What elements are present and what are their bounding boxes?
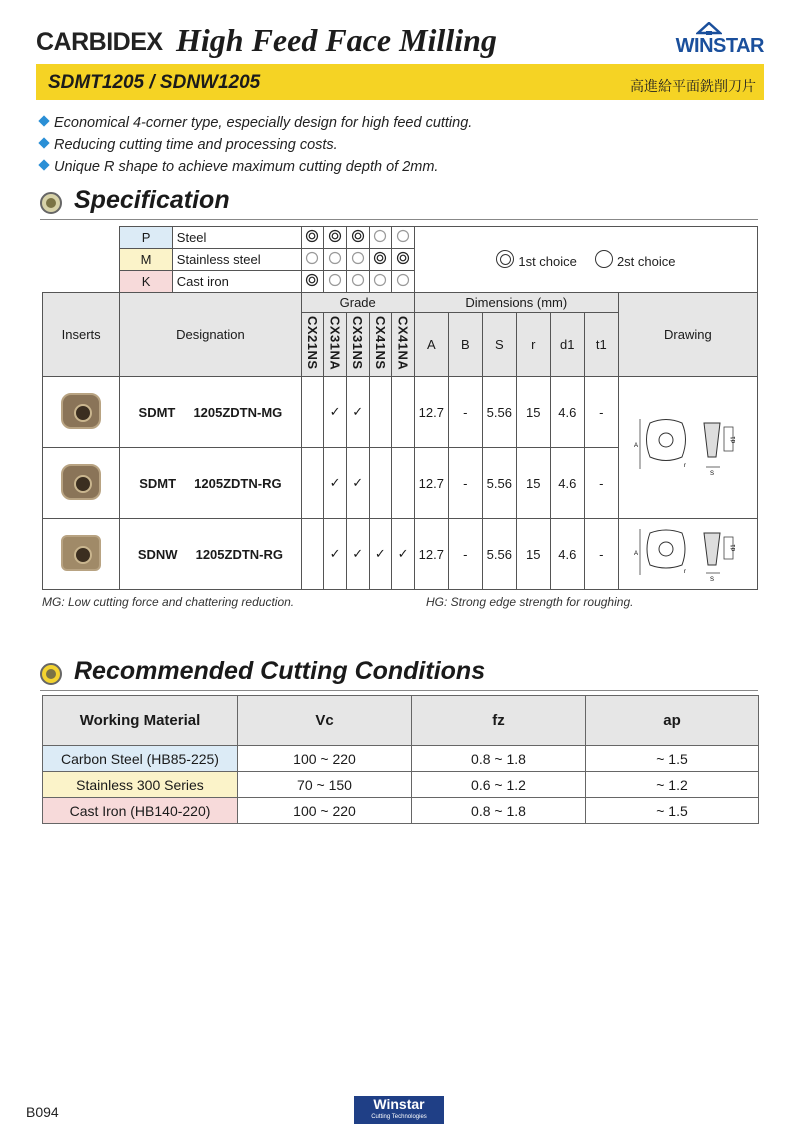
cell-material: Carbon Steel (HB85-225) <box>43 746 238 772</box>
cell-vc: 100 ~ 220 <box>238 746 412 772</box>
grade-check <box>301 448 324 519</box>
diamond-bullet-icon <box>38 159 49 170</box>
grade-check <box>392 377 415 448</box>
dim-value: 15 <box>516 448 550 519</box>
page-title: High Feed Face Milling <box>176 22 497 58</box>
dim-header: B <box>448 313 482 377</box>
dim-value: 12.7 <box>414 377 448 448</box>
dim-value: 12.7 <box>414 519 448 590</box>
grade-mark <box>346 249 369 271</box>
grade-mark <box>369 271 392 293</box>
insert-photo-icon <box>61 464 101 500</box>
dim-value: - <box>448 519 482 590</box>
dim-value: 15 <box>516 519 550 590</box>
cutting-section-heading <box>40 657 758 691</box>
circle-icon <box>396 273 410 287</box>
diamond-bullet-icon <box>38 137 49 148</box>
grade-mark <box>324 249 347 271</box>
designation: SDNW 1205ZDTN-RG <box>120 519 301 590</box>
drawing-label-s: S <box>709 576 714 583</box>
dim-header: S <box>482 313 516 377</box>
grade-mark <box>346 227 369 249</box>
diamond-bullet-icon <box>38 115 49 126</box>
dim-value: - <box>584 377 618 448</box>
cell-fz: 0.8 ~ 1.8 <box>412 746 586 772</box>
carbidex-logo: CARBIDEX <box>36 28 163 56</box>
grade-check <box>301 377 324 448</box>
circle-icon <box>396 229 410 243</box>
grade-check <box>369 448 392 519</box>
cell-ap: ~ 1.2 <box>586 772 759 798</box>
circle-icon <box>305 251 319 265</box>
dim-value: - <box>584 519 618 590</box>
feature-item: Economical 4-corner type, especially design for high feed cutting. <box>40 112 472 134</box>
dim-value: 5.56 <box>482 377 516 448</box>
chinese-title: 高進給平面銑削刀片 <box>630 78 756 94</box>
drawing-cell <box>618 519 757 590</box>
material-code: K <box>120 271 173 293</box>
cutting-table <box>42 695 759 824</box>
grade-check <box>369 377 392 448</box>
grade-check: ✓ <box>324 519 347 590</box>
grade-check: ✓ <box>346 519 369 590</box>
col-fz: fz <box>412 696 586 746</box>
dim-value: 4.6 <box>550 519 584 590</box>
drawing-label-d1: d1 <box>730 436 737 443</box>
double-circle-icon <box>496 250 514 268</box>
cell-material: Stainless 300 Series <box>43 772 238 798</box>
grade-mark <box>346 271 369 293</box>
insert-drawing-icon <box>628 411 748 481</box>
col-ap: ap <box>586 696 759 746</box>
choice-legend: 1st choice 2st choice <box>414 227 757 293</box>
circle-icon <box>351 273 365 287</box>
grade-check: ✓ <box>392 519 415 590</box>
material-code: P <box>120 227 173 249</box>
material-name: Steel <box>172 227 301 249</box>
feature-item: Unique R shape to achieve maximum cutting depth of 2mm. <box>40 156 472 178</box>
cell-vc: 70 ~ 150 <box>238 772 412 798</box>
cell-fz: 0.8 ~ 1.8 <box>412 798 586 824</box>
drawing-label-s: S <box>709 471 714 477</box>
double-circle-icon <box>351 229 365 243</box>
note-hg: HG: Strong edge strength for roughing. <box>426 595 634 609</box>
col-grade: Grade <box>301 293 414 313</box>
grade-name: CX31NS <box>350 316 366 370</box>
cell-ap: ~ 1.5 <box>586 746 759 772</box>
cell-material: Cast Iron (HB140-220) <box>43 798 238 824</box>
drawing-label-r: r <box>683 568 686 575</box>
dim-header: r <box>516 313 550 377</box>
grade-mark <box>392 271 415 293</box>
grade-check <box>392 448 415 519</box>
page-header <box>36 22 764 62</box>
grade-check <box>301 519 324 590</box>
col-inserts: Inserts <box>43 293 120 377</box>
dim-value: 15 <box>516 377 550 448</box>
drawing-label-a: A <box>633 550 638 557</box>
dim-header: t1 <box>584 313 618 377</box>
cutting-heading: Recommended Cutting Conditions <box>74 657 486 685</box>
col-designation: Designation <box>120 293 301 377</box>
cell-vc: 100 ~ 220 <box>238 798 412 824</box>
grade-mark <box>301 227 324 249</box>
winstar-wordmark: WINSTAR <box>675 35 764 57</box>
grade-mark <box>392 249 415 271</box>
grade-mark <box>301 271 324 293</box>
dim-value: 12.7 <box>414 448 448 519</box>
double-circle-icon <box>328 229 342 243</box>
drawing-cell <box>618 377 757 519</box>
grade-name: CX21NS <box>304 316 320 370</box>
circle-icon <box>373 273 387 287</box>
grade-mark <box>369 227 392 249</box>
col-dimensions: Dimensions (mm) <box>414 293 618 313</box>
grade-name: CX41NS <box>372 316 388 370</box>
cutting-badge-icon <box>40 663 62 685</box>
grade-name: CX31NA <box>327 315 343 371</box>
designation: SDMT 1205ZDTN-MG <box>120 377 301 448</box>
double-circle-icon <box>305 273 319 287</box>
grade-mark <box>324 271 347 293</box>
drawing-label-a: A <box>633 443 638 449</box>
page-number: B094 <box>26 1104 59 1120</box>
double-circle-icon <box>373 251 387 265</box>
drawing-label-r: r <box>683 463 686 469</box>
model-title: SDMT1205 / SDNW1205 <box>48 72 261 93</box>
circle-icon <box>373 229 387 243</box>
dim-header: d1 <box>550 313 584 377</box>
cell-ap: ~ 1.5 <box>586 798 759 824</box>
table-row <box>43 746 759 772</box>
footer-logo <box>354 1096 444 1124</box>
insert-photo-icon <box>61 393 101 429</box>
note-mg: MG: Low cutting force and chattering reduction. <box>42 595 295 609</box>
dim-value: - <box>448 377 482 448</box>
spec-table <box>42 226 758 590</box>
material-name: Stainless steel <box>172 249 301 271</box>
table-row <box>43 772 759 798</box>
circle-icon <box>328 251 342 265</box>
grade-check: ✓ <box>369 519 392 590</box>
grade-check: ✓ <box>346 448 369 519</box>
footer-tagline: Cutting Technologies <box>371 1114 427 1120</box>
winstar-logo <box>654 22 764 58</box>
feature-item: Reducing cutting time and processing costs. <box>40 134 472 156</box>
table-row <box>43 798 759 824</box>
insert-photo-icon <box>61 535 101 571</box>
spec-heading: Specification <box>74 186 230 214</box>
circle-icon <box>328 273 342 287</box>
grade-mark <box>392 227 415 249</box>
table-row <box>43 377 758 448</box>
material-code: M <box>120 249 173 271</box>
grade-name: CX41NA <box>395 315 411 371</box>
drawing-label-d1: d1 <box>730 543 737 551</box>
circle-icon <box>595 250 613 268</box>
double-circle-icon <box>305 229 319 243</box>
dim-value: - <box>584 448 618 519</box>
spec-section-heading <box>40 186 758 220</box>
designation: SDMT 1205ZDTN-RG <box>120 448 301 519</box>
col-vc: Vc <box>238 696 412 746</box>
feature-list <box>40 112 472 178</box>
col-working-material: Working Material <box>43 696 238 746</box>
dim-value: 5.56 <box>482 519 516 590</box>
dim-header: A <box>414 313 448 377</box>
grade-check: ✓ <box>324 377 347 448</box>
dim-value: - <box>448 448 482 519</box>
material-name: Cast iron <box>172 271 301 293</box>
grade-mark <box>301 249 324 271</box>
insert-drawing-icon <box>628 523 748 583</box>
dim-value: 5.56 <box>482 448 516 519</box>
dim-value: 4.6 <box>550 448 584 519</box>
grade-check: ✓ <box>324 448 347 519</box>
header-row-1 <box>43 293 758 313</box>
material-row-p <box>43 227 758 249</box>
col-drawing: Drawing <box>618 293 757 377</box>
table-row <box>43 519 758 590</box>
grade-mark <box>369 249 392 271</box>
dim-value: 4.6 <box>550 377 584 448</box>
grade-mark <box>324 227 347 249</box>
circle-icon <box>351 251 365 265</box>
grade-check: ✓ <box>346 377 369 448</box>
insert-badge-icon <box>40 192 62 214</box>
cutting-header-row <box>43 696 759 746</box>
model-band <box>36 64 764 100</box>
cell-fz: 0.6 ~ 1.2 <box>412 772 586 798</box>
double-circle-icon <box>396 251 410 265</box>
footer-wordmark: Winstar <box>373 1096 425 1112</box>
